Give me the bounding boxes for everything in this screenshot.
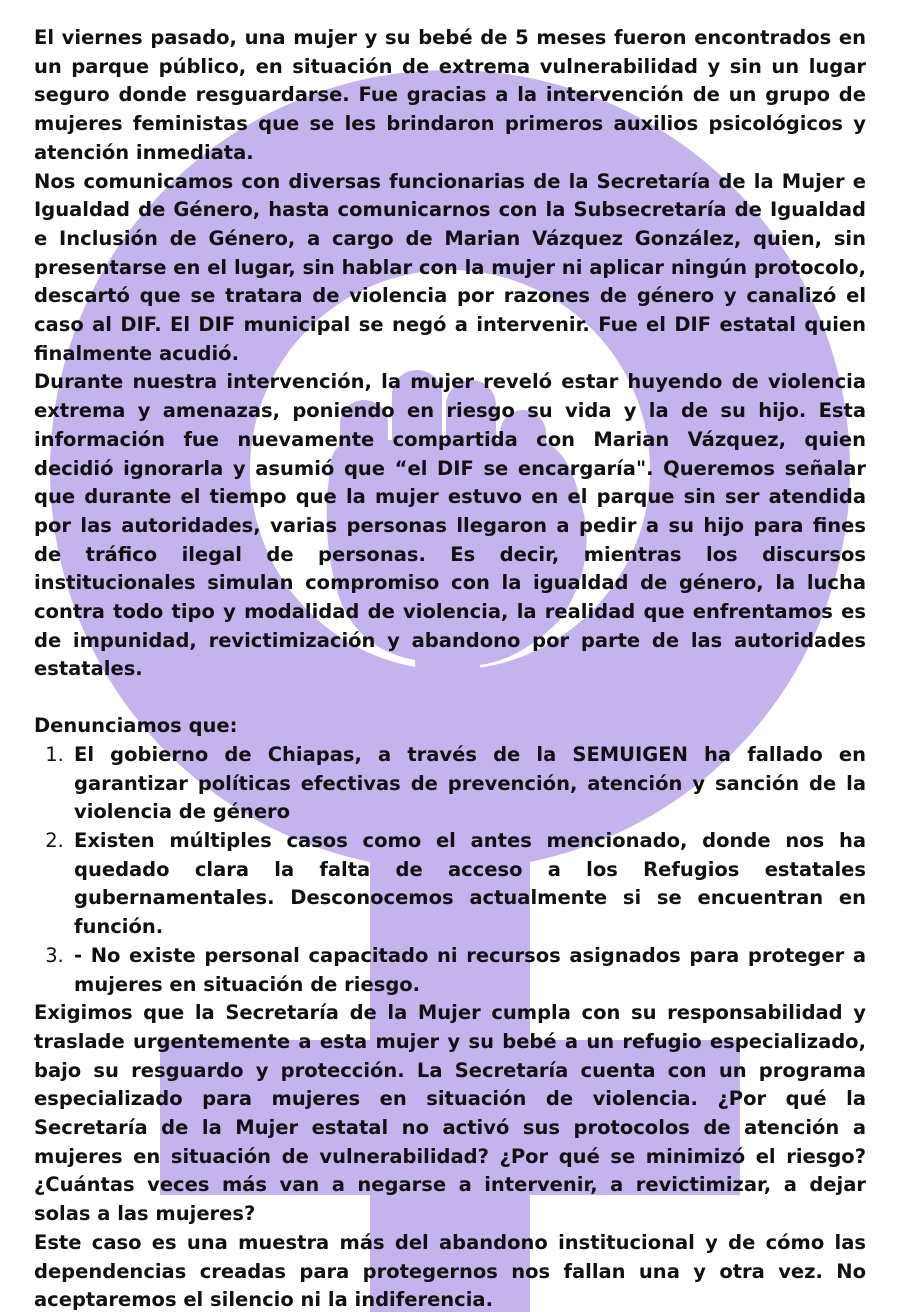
paragraph-demand: Exigimos que la Secretaría de la Mujer cumpla con su responsabilidad y traslade urgentemente a esta mujer y su bebé a un refugio especializado, bajo su resguardo y protección. La Secretaría cuenta con un programa especializado para mujeres en situación de violencia. ¿Por qué la Secretaría de la Mujer estatal no activó sus protocolos de atención a mujeres en situación de vulnerabilidad? ¿Por qué se minimizó el riesgo? ¿Cuántas veces más van a negarse a intervenir, a revictimizar, a dejar solas a las mujeres? bbox=[34, 1001, 866, 1226]
paragraph-contact: Nos comunicamos con diversas funcionarias de la Secretaría de la Mujer e Igualdad de Género, hasta comunicarnos con la Subsecretaría de Igualdad e Inclusión de Género, a cargo de Marian Vázquez González, quien, sin presentarse en el lugar, sin hablar con la mujer ni aplicar ningún protocolo, descartó que se tratara de violencia por razones de género y canalizó el caso al DIF. El DIF municipal se negó a intervenir. Fue el DIF estatal quien finalmente acudió. bbox=[34, 169, 866, 365]
list-item: 2. Existen múltiples casos como el antes mencionado, donde nos ha quedado clara la falta de acceso a los Refugios estatales gubernamentales. Desconocemos actualmente si se encuentran en función. bbox=[70, 827, 866, 942]
list-item: 3. - No existe personal capacitado ni recursos asignados para proteger a mujeres en situación de riesgo. bbox=[70, 942, 866, 999]
list-item: 1. El gobierno de Chiapas, a través de la SEMUIGEN ha fallado en garantizar políticas efectivas de prevención, atención y sanción de la violencia de género bbox=[70, 741, 866, 827]
paragraph-conclusion: Este caso es una muestra más del abandono institucional y de cómo las dependencias creadas para protegernos nos fallan una y otra vez. No aceptaremos el silencio ni la indiferencia. bbox=[34, 1230, 866, 1312]
letter-body bbox=[34, 24, 866, 1315]
denuncia-list bbox=[34, 741, 866, 999]
denuncia-heading: Denunciamos que: bbox=[34, 714, 238, 738]
paragraph-intro: El viernes pasado, una mujer y su bebé de 5 meses fueron encontrados en un parque público, en situación de extrema vulnerabilidad y sin un lugar seguro donde resguardarse. Fue gracias a la intervención de un grupo de mujeres feministas que se les brindaron primeros auxilios psicológicos y atención inmediata. bbox=[34, 26, 866, 164]
paragraph-intervention: Durante nuestra intervención, la mujer reveló estar huyendo de violencia extrema y amenazas, poniendo en riesgo su vida y la de su hijo. Esta información fue nuevamente compartida con Marian Vázquez, quien decidió ignorarla y asumió que “el DIF se encargaría". Queremos señalar que durante el tiempo que la mujer estuvo en el parque sin ser atendida por las autoridades, varias personas llegaron a pedir a su hijo para fines de tráfico ilegal de personas. Es decir, mientras los discursos institucionales simulan compromiso con la igualdad de género, la lucha contra todo tipo y modalidad de violencia, la realidad que enfrentamos es de impunidad, revictimización y abandono por parte de las autoridades estatales. bbox=[34, 370, 866, 681]
